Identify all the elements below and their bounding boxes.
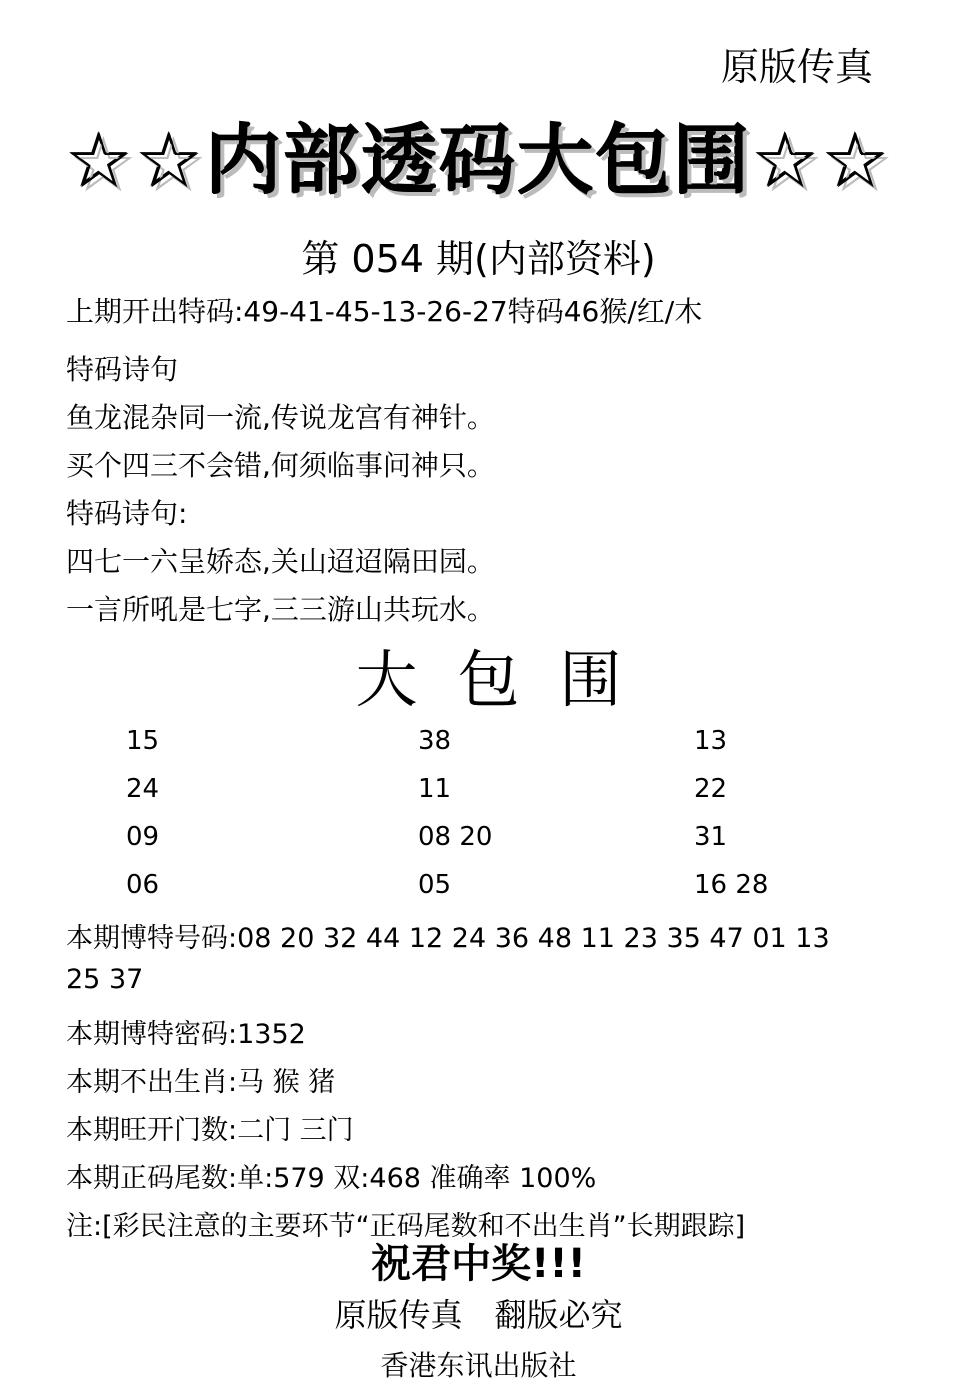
- special-numbers-line: 本期博特号码:08 20 32 44 12 24 36 48 11 23 35 47 01 13: [66, 923, 830, 954]
- section-heading: 大包围: [355, 643, 662, 716]
- grid-cell: 15: [126, 726, 160, 756]
- poem-line: 特码诗句:: [66, 497, 188, 530]
- grid-cell: 05: [418, 870, 452, 900]
- poem-line: 买个四三不会错,何须临事问神只。: [66, 449, 495, 482]
- poem-line: 一言所吼是七字,三三游山共玩水。: [66, 593, 495, 626]
- grid-cell: 13: [694, 726, 728, 756]
- secret-code: 本期博特密码:1352: [66, 1019, 306, 1050]
- congrats-text: 祝君中奖!!!: [371, 1241, 586, 1287]
- grid-cell: 24: [126, 774, 160, 804]
- grid-cell: 22: [694, 774, 728, 804]
- last-result: 上期开出特码:49-41-45-13-26-27特码46猴/红/木: [66, 295, 703, 328]
- publisher: 香港东讯出版社: [380, 1349, 577, 1382]
- grid-cell: 09: [126, 822, 160, 852]
- poem-line: 特码诗句: [66, 353, 179, 386]
- note: 注:[彩民注意的主要环节“正码尾数和不出生肖”长期跟踪]: [66, 1211, 746, 1242]
- page-title: ☆☆内部透码大包围☆☆: [65, 116, 892, 205]
- grid-cell: 08 20: [418, 822, 493, 852]
- no-zodiac: 本期不出生肖:马 猴 猪: [66, 1067, 336, 1098]
- poem-line: 四七一六呈娇态,关山迢迢隔田园。: [66, 545, 495, 578]
- door-numbers: 本期旺开门数:二门 三门: [66, 1115, 354, 1146]
- footer-piracy: 翻版必究: [494, 1296, 623, 1334]
- poem-line: 鱼龙混杂同一流,传说龙宫有神针。: [66, 401, 495, 434]
- grid-cell: 11: [418, 774, 452, 804]
- tail-numbers: 本期正码尾数:单:579 双:468 准确率 100%: [66, 1163, 597, 1194]
- grid-cell: 31: [694, 822, 728, 852]
- grid-cell: 16 28: [694, 870, 769, 900]
- grid-cell: 38: [418, 726, 452, 756]
- special-numbers-line: 25 37: [66, 964, 144, 995]
- issue-number: 第 054 期(内部资料): [301, 237, 656, 281]
- footer-original: 原版传真: [334, 1296, 463, 1334]
- grid-cell: 06: [126, 870, 160, 900]
- footer-notice: [0, 1290, 957, 1336]
- original-fax-label: 原版传真: [720, 45, 873, 89]
